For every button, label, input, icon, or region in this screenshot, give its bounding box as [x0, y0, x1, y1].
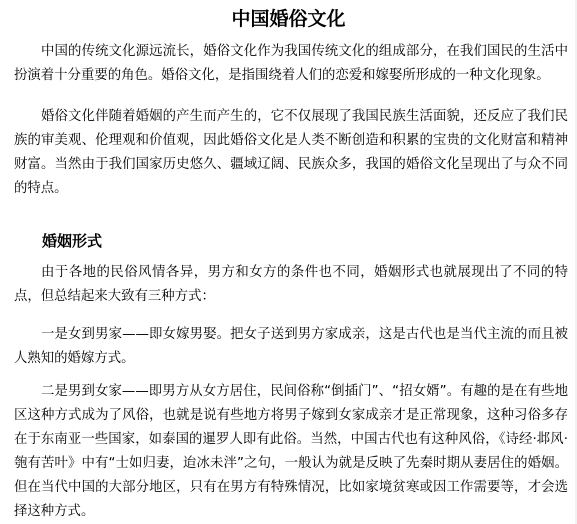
section-heading: 婚姻形式: [42, 232, 103, 250]
paragraph-form-two: 二是男到女家——即男方从女方居住，民间俗称“倒插门”、“招女婿”。有趣的是在有些地区这种方式成为了风俗，也就是说有些地方将男子嫁到女家成亲才是正常现象，这种习俗多存在于东南亚一些国家，如泰国的暹罗人即有此俗。当然，中国古代也有这种风俗，《诗经·邶风·匏有苦叶》中有“士如归妻，迨冰未泮”之句，一般认为就是反映了先秦时期从妻居住的婚姻。但在当代中国的大部分地区，只有在男方有特殊情况，比如家境贫寒或因工作需要等，才会选择这种方式。: [14, 384, 568, 519]
document-title: 中国婚俗文化: [231, 8, 346, 30]
paragraph-form-one: 一是女到男家——即女嫁男娶。把女子送到男方家成亲，这是古代也是当代主流的而且被人熟知的婚嫁方式。: [14, 327, 568, 366]
paragraph-intro: 中国的传统文化源远流长，婚俗文化作为我国传统文化的组成部分，在我们国民的生活中扮演着十分重要的角色。婚俗文化，是指围绕着人们的恋爱和嫁娶所形成的一种文化现象。: [14, 44, 568, 83]
paragraph-forms-overview: 由于各地的民俗风情各异，男方和女方的条件也不同，婚姻形式也就展现出了不同的特点，但总结起来大致有三种方式：: [14, 265, 568, 304]
paragraph-origin: 婚俗文化伴随着婚姻的产生而产生的，它不仅展现了我国民族生活面貌，还反应了我们民族的审美观、伦理观和价值观，因此婚俗文化是人类不断创造和积累的宝贵的文化财富和精神财富。当然由于我们国家历史悠久、疆域辽阔、民族众多，我国的婚俗文化呈现出了与众不同的特点。: [14, 109, 568, 196]
